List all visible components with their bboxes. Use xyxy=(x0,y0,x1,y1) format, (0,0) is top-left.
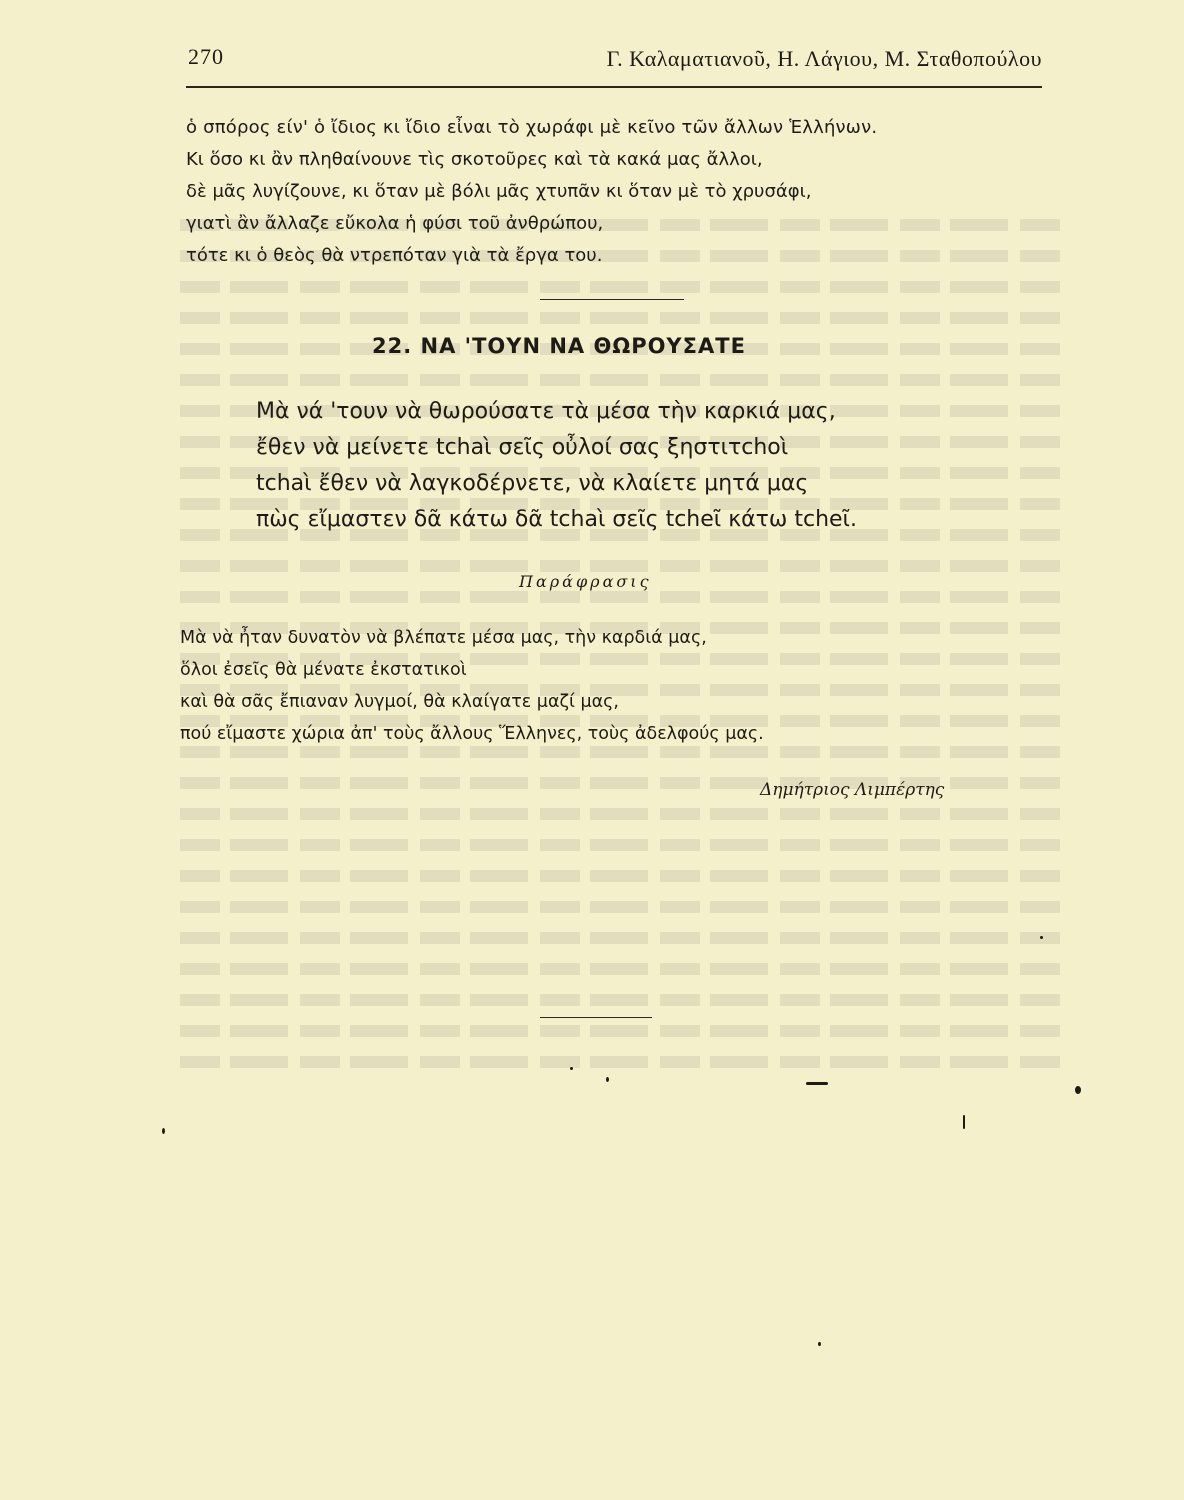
paraphrase-text xyxy=(180,622,764,750)
section-divider xyxy=(540,1017,652,1018)
poem-line: πὼς εἴμαστεν δᾶ κάτω δᾶ tchaὶ σεῖς tcheῖ κάτω tcheῖ. xyxy=(256,507,857,532)
bleed-through-texture xyxy=(180,200,1060,1400)
ink-speck xyxy=(570,1067,573,1070)
paraphrase-line: Μὰ νὰ ἦταν δυνατὸν νὰ βλέπατε μέσα μας, τὴν καρδιά μας, xyxy=(180,628,707,648)
running-header xyxy=(186,40,1042,80)
verse-line: γιατὶ ἂν ἄλλαζε εὔκολα ἡ φύσι τοῦ ἀνθρώπου, xyxy=(186,213,604,234)
ink-speck xyxy=(818,1342,821,1346)
paraphrase-line: πού εἴμαστε χώρια ἀπ' τοὺς ἄλλους Ἕλληνες, τοὺς ἀδελφούς μας. xyxy=(180,724,764,744)
ink-speck xyxy=(606,1077,609,1082)
verse-line: ὁ σπόρος είν' ὁ ἴδιος κι ἴδιο εἶναι τὸ χωράφι μὲ κεῖνο τῶν ἄλλων Ἑλλήνων. xyxy=(186,117,878,138)
author-signature: Δημήτριος Λιμπέρτης xyxy=(760,780,945,800)
poem-line: ἔθεν νὰ μείνετε tchaὶ σεῖς οὖλοί σας ξηστιτchoὶ xyxy=(256,435,789,460)
verse-line: Κι ὅσο κι ἂν πληθαίνουνε τὶς σκοτοῦρες καὶ τὰ κακά μας ἄλλοι, xyxy=(186,149,763,170)
poem-line: tchaὶ ἔθεν νὰ λαγκοδέρνετε, νὰ κλαίετε μητά μας xyxy=(256,471,809,496)
page-number: 270 xyxy=(188,44,224,69)
ink-speck xyxy=(1075,1086,1081,1094)
poem-text xyxy=(256,394,857,538)
section-divider xyxy=(540,299,684,300)
poem-line: Μὰ νά 'τουν νὰ θωρούσατε τὰ μέσα τὴν καρκιά μας, xyxy=(256,399,836,424)
ink-speck xyxy=(1040,936,1043,939)
paraphrase-line: ὅλοι ἐσεῖς θὰ μένατε ἐκστατικοὶ xyxy=(180,660,467,680)
verse-line: τότε κι ὁ θεὸς θὰ ντρεπόταν γιὰ τὰ ἔργα του. xyxy=(186,245,603,266)
paraphrase-line: καὶ θὰ σᾶς ἔπιαναν λυγμοί, θὰ κλαίγατε μαζί μας, xyxy=(180,692,619,712)
ink-speck xyxy=(806,1082,828,1085)
ink-speck xyxy=(162,1128,165,1134)
running-title: Γ. Καλαματιανοῦ, Η. Λάγιου, Μ. Σταθοπούλου xyxy=(606,46,1042,71)
header-rule xyxy=(186,86,1042,88)
paraphrase-label: Παράφρασις xyxy=(519,572,652,591)
ink-speck xyxy=(963,1115,965,1129)
top-verse xyxy=(186,112,877,272)
verse-line: δὲ μᾶς λυγίζουνε, κι ὅταν μὲ βόλι μᾶς χτυπᾶν κι ὅταν μὲ τὸ χρυσάφι, xyxy=(186,181,812,202)
poem-title: 22. ΝΑ 'ΤΟΥΝ ΝΑ ΘΩΡΟΥΣΑΤΕ xyxy=(372,334,746,358)
